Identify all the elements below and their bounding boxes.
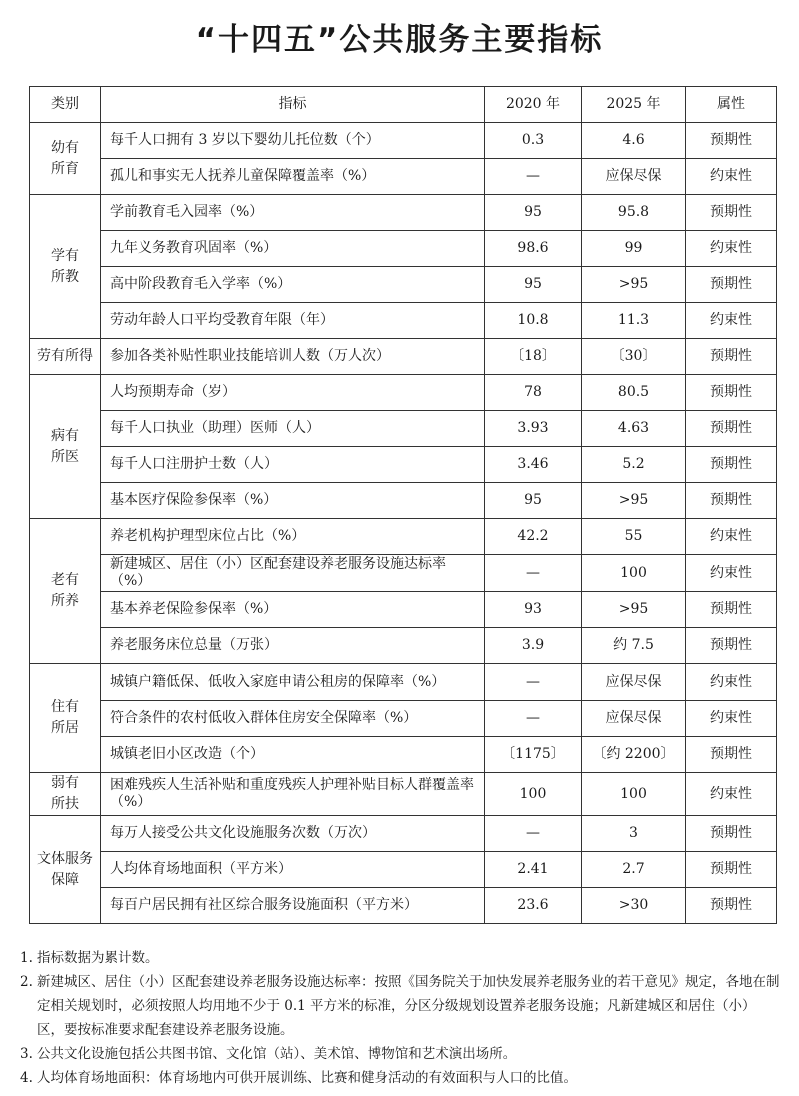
note-number: 4. bbox=[20, 1070, 33, 1086]
indicator-cell: 每千人口拥有 3 岁以下婴幼儿托位数（个） bbox=[101, 123, 485, 159]
category-label: 所扶 bbox=[51, 796, 79, 812]
indicators-table bbox=[29, 86, 777, 924]
indicator-cell: 基本养老保险参保率（%） bbox=[101, 592, 485, 628]
table-row bbox=[30, 339, 777, 375]
category-label: 所医 bbox=[51, 448, 79, 465]
table-row bbox=[30, 303, 777, 339]
table-row bbox=[30, 411, 777, 447]
notes-list bbox=[20, 946, 782, 1090]
attribute-cell: 预期性 bbox=[686, 447, 777, 483]
table-row bbox=[30, 447, 777, 483]
value-2020-cell: 23.6 bbox=[485, 888, 582, 924]
attribute-cell: 预期性 bbox=[686, 195, 777, 231]
indicator-cell: 九年义务教育巩固率（%） bbox=[101, 231, 485, 267]
indicator-cell: 人均体育场地面积（平方米） bbox=[101, 852, 485, 888]
table-row bbox=[30, 375, 777, 411]
value-2025-cell: 99 bbox=[582, 231, 686, 267]
attribute-cell: 预期性 bbox=[686, 737, 777, 773]
indicator-cell: 困难残疾人生活补贴和重度残疾人护理补贴目标人群覆盖率（%） bbox=[101, 773, 485, 816]
value-2020-cell: 95 bbox=[485, 195, 582, 231]
category-cell bbox=[30, 519, 101, 664]
category-label: 保障 bbox=[51, 871, 79, 888]
attribute-cell: 约束性 bbox=[686, 303, 777, 339]
category-label: 所育 bbox=[51, 160, 79, 177]
value-2025-cell: 100 bbox=[582, 773, 686, 816]
value-2020-cell: 3.9 bbox=[485, 628, 582, 664]
category-cell bbox=[30, 375, 101, 519]
value-2020-cell: — bbox=[485, 664, 582, 701]
table-header-row bbox=[30, 87, 777, 123]
table-row bbox=[30, 816, 777, 852]
table-row bbox=[30, 737, 777, 773]
attribute-cell: 约束性 bbox=[686, 555, 777, 592]
category-label: 学有 bbox=[51, 247, 79, 264]
category-label: 所教 bbox=[51, 268, 79, 285]
column-header-2020: 2020 年 bbox=[485, 87, 582, 123]
indicator-cell: 养老机构护理型床位占比（%） bbox=[101, 519, 485, 555]
indicator-cell: 新建城区、居住（小）区配套建设养老服务设施达标率（%） bbox=[101, 555, 485, 592]
value-2025-cell: 95.8 bbox=[582, 195, 686, 231]
attribute-cell: 约束性 bbox=[686, 773, 777, 816]
value-2025-cell: >95 bbox=[582, 592, 686, 628]
table-row bbox=[30, 519, 777, 555]
value-2020-cell: 95 bbox=[485, 267, 582, 303]
column-header-2025: 2025 年 bbox=[582, 87, 686, 123]
attribute-cell: 约束性 bbox=[686, 519, 777, 555]
note-number: 1. bbox=[20, 950, 33, 966]
value-2020-cell: — bbox=[485, 159, 582, 195]
value-2025-cell: 80.5 bbox=[582, 375, 686, 411]
table-row bbox=[30, 888, 777, 924]
note-text: 公共文化设施包括公共图书馆、文化馆（站）、美术馆、博物馆和艺术演出场所。 bbox=[37, 1046, 517, 1062]
category-label: 病有 bbox=[51, 427, 79, 444]
note-number: 3. bbox=[20, 1046, 33, 1062]
attribute-cell: 预期性 bbox=[686, 123, 777, 159]
note-text: 指标数据为累计数。 bbox=[37, 950, 159, 966]
value-2020-cell: 〔18〕 bbox=[485, 339, 582, 375]
category-label: 文体服务 bbox=[37, 850, 93, 867]
value-2025-cell: 11.3 bbox=[582, 303, 686, 339]
value-2020-cell: 10.8 bbox=[485, 303, 582, 339]
value-2020-cell: 42.2 bbox=[485, 519, 582, 555]
indicator-cell: 学前教育毛入园率（%） bbox=[101, 195, 485, 231]
table-row bbox=[30, 231, 777, 267]
attribute-cell: 预期性 bbox=[686, 628, 777, 664]
indicator-cell: 人均预期寿命（岁） bbox=[101, 375, 485, 411]
indicator-cell: 孤儿和事实无人抚养儿童保障覆盖率（%） bbox=[101, 159, 485, 195]
attribute-cell: 约束性 bbox=[686, 701, 777, 737]
column-header-indicator: 指标 bbox=[101, 87, 485, 123]
indicator-cell: 符合条件的农村低收入群体住房安全保障率（%） bbox=[101, 701, 485, 737]
attribute-cell: 预期性 bbox=[686, 592, 777, 628]
category-label: 所养 bbox=[51, 593, 79, 609]
value-2020-cell: 78 bbox=[485, 375, 582, 411]
note-text: 人均体育场地面积：体育场地内可供开展训练、比赛和健身活动的有效面积与人口的比值。 bbox=[37, 1070, 577, 1086]
table-row bbox=[30, 701, 777, 737]
attribute-cell: 约束性 bbox=[686, 664, 777, 701]
table-row bbox=[30, 555, 777, 592]
value-2025-cell: 〔30〕 bbox=[582, 339, 686, 375]
attribute-cell: 预期性 bbox=[686, 267, 777, 303]
indicator-cell: 城镇户籍低保、低收入家庭申请公租房的保障率（%） bbox=[101, 664, 485, 701]
value-2025-cell: 应保尽保 bbox=[582, 159, 686, 195]
value-2020-cell: 98.6 bbox=[485, 231, 582, 267]
value-2020-cell: — bbox=[485, 555, 582, 592]
attribute-cell: 约束性 bbox=[686, 231, 777, 267]
indicator-cell: 参加各类补贴性职业技能培训人数（万人次） bbox=[101, 339, 485, 375]
indicator-cell: 每千人口注册护士数（人） bbox=[101, 447, 485, 483]
table-row bbox=[30, 159, 777, 195]
value-2025-cell: 4.63 bbox=[582, 411, 686, 447]
value-2025-cell: >95 bbox=[582, 483, 686, 519]
value-2020-cell: 0.3 bbox=[485, 123, 582, 159]
note-item bbox=[20, 946, 782, 970]
value-2025-cell: 4.6 bbox=[582, 123, 686, 159]
attribute-cell: 预期性 bbox=[686, 852, 777, 888]
value-2025-cell: >30 bbox=[582, 888, 686, 924]
column-header-category: 类别 bbox=[30, 87, 101, 123]
value-2025-cell: 55 bbox=[582, 519, 686, 555]
attribute-cell: 预期性 bbox=[686, 339, 777, 375]
indicator-cell: 城镇老旧小区改造（个） bbox=[101, 737, 485, 773]
category-cell bbox=[30, 195, 101, 339]
attribute-cell: 预期性 bbox=[686, 411, 777, 447]
category-label: 所居 bbox=[51, 720, 79, 736]
value-2020-cell: — bbox=[485, 816, 582, 852]
category-label: 住有 bbox=[51, 699, 79, 715]
value-2020-cell: 2.41 bbox=[485, 852, 582, 888]
note-item bbox=[20, 1066, 782, 1090]
value-2025-cell: 应保尽保 bbox=[582, 701, 686, 737]
table-row bbox=[30, 267, 777, 303]
value-2020-cell: 95 bbox=[485, 483, 582, 519]
value-2025-cell: 约 7.5 bbox=[582, 628, 686, 664]
category-cell bbox=[30, 816, 101, 924]
attribute-cell: 约束性 bbox=[686, 159, 777, 195]
category-label: 弱有 bbox=[51, 775, 79, 791]
table-row bbox=[30, 195, 777, 231]
indicator-cell: 每千人口执业（助理）医师（人） bbox=[101, 411, 485, 447]
page-title: “十四五”公共服务主要指标 bbox=[195, 22, 604, 58]
table-row bbox=[30, 852, 777, 888]
value-2020-cell: — bbox=[485, 701, 582, 737]
value-2025-cell: >95 bbox=[582, 267, 686, 303]
category-label: 老有 bbox=[51, 572, 79, 588]
category-label: 幼有 bbox=[51, 139, 79, 156]
value-2025-cell: 3 bbox=[582, 816, 686, 852]
value-2025-cell: 〔约 2200〕 bbox=[582, 737, 686, 773]
value-2020-cell: 100 bbox=[485, 773, 582, 816]
category-cell bbox=[30, 773, 101, 816]
value-2020-cell: 〔1175〕 bbox=[485, 737, 582, 773]
table-body bbox=[30, 123, 777, 924]
indicator-cell: 每百户居民拥有社区综合服务设施面积（平方米） bbox=[101, 888, 485, 924]
category-cell bbox=[30, 664, 101, 773]
attribute-cell: 预期性 bbox=[686, 888, 777, 924]
value-2020-cell: 3.93 bbox=[485, 411, 582, 447]
indicator-cell: 每万人接受公共文化设施服务次数（万次） bbox=[101, 816, 485, 852]
indicator-cell: 劳动年龄人口平均受教育年限（年） bbox=[101, 303, 485, 339]
attribute-cell: 预期性 bbox=[686, 816, 777, 852]
table-row bbox=[30, 483, 777, 519]
note-item bbox=[20, 1042, 782, 1066]
note-number: 2. bbox=[20, 974, 33, 990]
category-cell bbox=[30, 123, 101, 195]
table-row bbox=[30, 773, 777, 816]
indicator-cell: 养老服务床位总量（万张） bbox=[101, 628, 485, 664]
category-cell bbox=[30, 339, 101, 375]
value-2025-cell: 应保尽保 bbox=[582, 664, 686, 701]
table-row bbox=[30, 123, 777, 159]
column-header-attribute: 属性 bbox=[686, 87, 777, 123]
table-row bbox=[30, 664, 777, 701]
note-text: 新建城区、居住（小）区配套建设养老服务设施达标率：按照《国务院关于加快发展养老服务业的若干意见》规定，各地在制定相关规划时，必须按照人均用地不少于 0.1 平方米的标准，分区分级规划设置养老服务设施；凡新建城区和居住（小）区，要按标准要求配套建设养老服务设施。 bbox=[37, 974, 780, 1038]
value-2020-cell: 3.46 bbox=[485, 447, 582, 483]
value-2025-cell: 2.7 bbox=[582, 852, 686, 888]
value-2025-cell: 5.2 bbox=[582, 447, 686, 483]
attribute-cell: 预期性 bbox=[686, 375, 777, 411]
indicator-cell: 基本医疗保险参保率（%） bbox=[101, 483, 485, 519]
table-row bbox=[30, 592, 777, 628]
value-2025-cell: 100 bbox=[582, 555, 686, 592]
table-row bbox=[30, 628, 777, 664]
value-2020-cell: 93 bbox=[485, 592, 582, 628]
attribute-cell: 预期性 bbox=[686, 483, 777, 519]
note-item bbox=[20, 970, 782, 1042]
indicator-cell: 高中阶段教育毛入学率（%） bbox=[101, 267, 485, 303]
category-label: 劳有所得 bbox=[37, 348, 93, 364]
